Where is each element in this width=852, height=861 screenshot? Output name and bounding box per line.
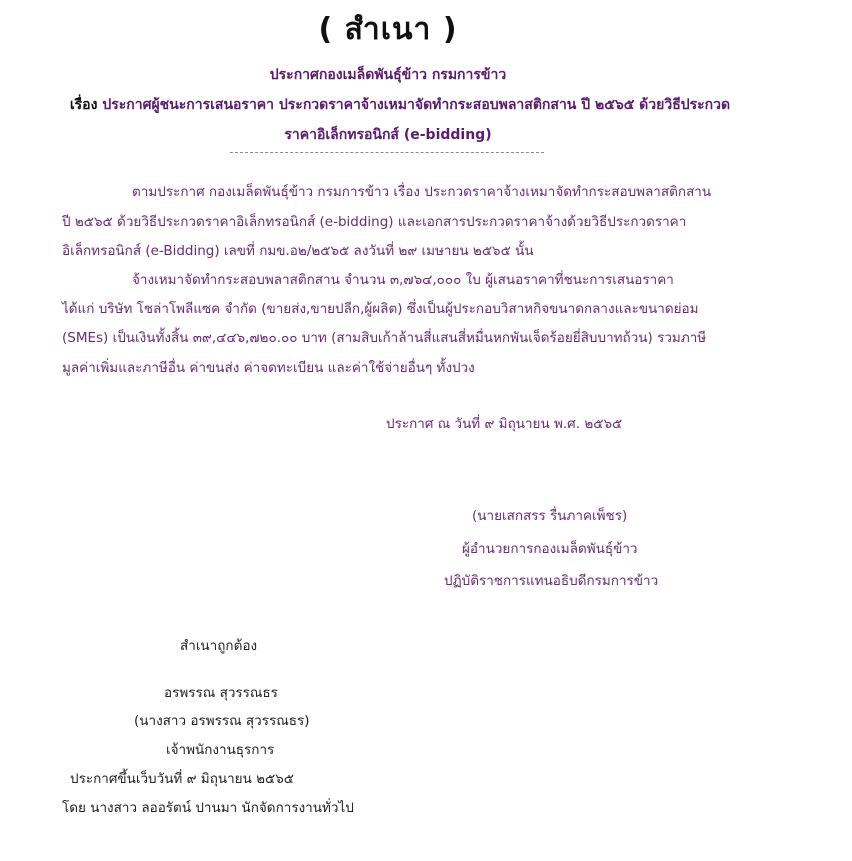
para2-line2: ได้แก่ บริษัท โชล่าโพลีแซค จำกัด (ขายส่ง,ขายปลีก,ผู้ผลิต) ซึ่งเป็นผู้ประกอบวิสาหกิจขนาดกลางและขนาดย่อม <box>62 301 699 317</box>
para2-line3: (SMEs) เป็นเงินทั้งสิ้น ๓๙,๔๔๖,๗๒๐.๐๐ บาท (สามสิบเก้าล้านสี่แสนสี่หมื่นหกพันเจ็ดร้อยยี่สิบบาทถ้วน) รวมภาษี <box>62 330 707 346</box>
para1-line1: ตามประกาศ กองเมล็ดพันธุ์ข้าว กรมการข้าว เรื่อง ประกวดราคาจ้างเหมาจัดทำกระสอบพลาสติกสาน <box>132 184 712 200</box>
posted-date: ประกาศขึ้นเว็บวันที่ ๙ มิถุนายน ๒๕๖๕ <box>70 771 295 787</box>
copy-signer-name: อรพรรณ สุวรรณธร <box>164 685 278 701</box>
signer-title: ผู้อำนวยการกองเมล็ดพันธุ์ข้าว <box>462 541 638 557</box>
header-subject-cont: ราคาอิเล็กทรอนิกส์ (e-bidding) <box>284 127 492 143</box>
announce-date: ประกาศ ณ วันที่ ๙ มิถุนายน พ.ศ. ๒๕๖๕ <box>386 416 623 432</box>
header-agency: ประกาศกองเมล็ดพันธุ์ข้าว กรมการข้าว <box>269 67 507 83</box>
subject-text: ประกาศผู้ชนะการเสนอราคา ประกวดราคาจ้างเหมาจัดทำกระสอบพลาสติกสาน ปี ๒๕๖๕ ด้วยวิธีประกวด <box>102 97 731 113</box>
copy-signer-title: เจ้าพนักงานธุรการ <box>166 742 275 758</box>
para2-line4: มูลค่าเพิ่มและภาษีอื่น ค่าขนส่ง ค่าจดทะเบียน และค่าใช้จ่ายอื่นๆ ทั้งปวง <box>62 360 475 376</box>
document-title: ( สำเนา ) <box>318 12 458 47</box>
signer-title-acting: ปฏิบัติราชการแทนอธิบดีกรมการข้าว <box>444 573 659 589</box>
para1-line2: ปี ๒๕๖๕ ด้วยวิธีประกวดราคาอิเล็กทรอนิกส์ (e-bidding) และเอกสารประกวดราคาจ้างด้วยวิธีประกวดราคา <box>62 214 687 230</box>
para1-line3: อิเล็กทรอนิกส์ (e-Bidding) เลขที่ กมข.อ๒/๒๕๖๕ ลงวันที่ ๒๙ เมษายน ๒๕๖๕ นั้น <box>62 243 534 259</box>
signer-name: (นายเสกสรร รื่นภาคเพ็ชร) <box>472 508 628 524</box>
subject-prefix: เรื่อง <box>69 97 103 113</box>
header-subject <box>30 94 770 116</box>
posted-by: โดย นางสาว ลออรัตน์ ปานมา นักจัดการงานทั่วไป <box>62 800 354 816</box>
para2-line1: จ้างเหมาจัดทำกระสอบพลาสติกสาน จำนวน ๓,๗๖๔,๐๐๐ ใบ ผู้เสนอราคาที่ชนะการเสนอราคา <box>132 272 674 288</box>
certified-copy-label: สำเนาถูกต้อง <box>180 638 258 654</box>
separator-line <box>230 152 544 153</box>
copy-signer-fullname: (นางสาว อรพรรณ สุวรรณธร) <box>134 713 310 729</box>
